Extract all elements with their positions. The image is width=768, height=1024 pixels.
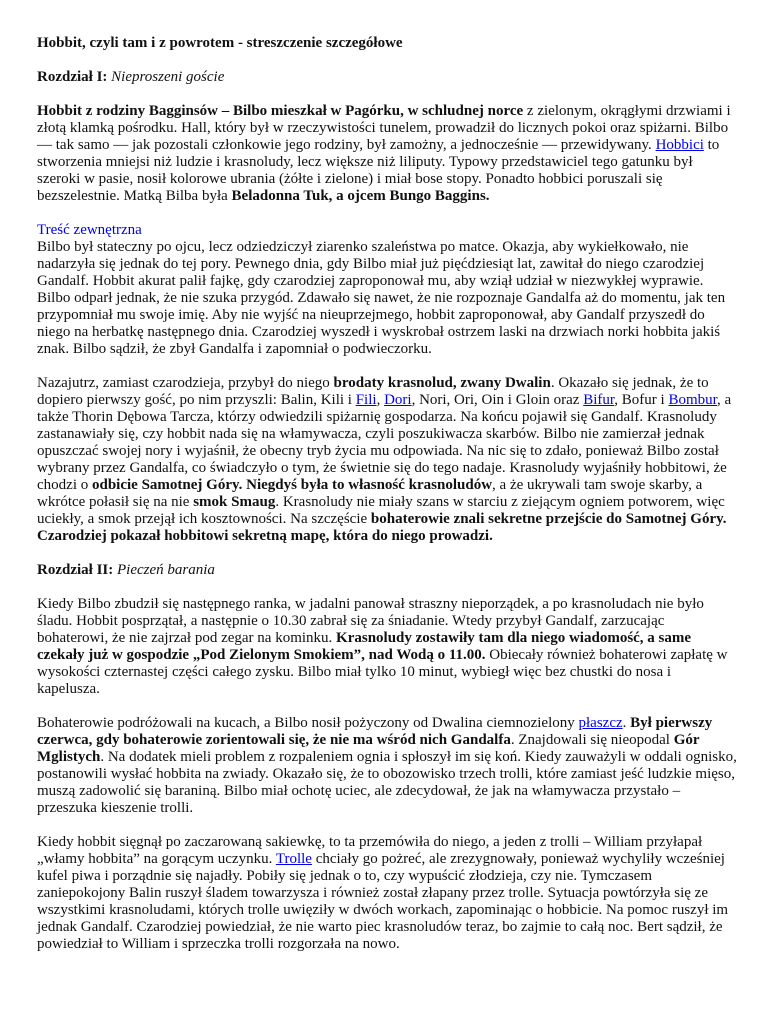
chapter-1-paragraph-1 xyxy=(37,103,737,205)
bold-text: Gór Mglistych xyxy=(37,732,700,765)
bold-text: Krasnoludy zostawiły tam dla niego wiadomość, a same czekały już w gospodzie „Pod Zielonym Smokiem”, nad Wodą o 11.00. xyxy=(37,630,692,663)
link-plaszcz[interactable]: płaszcz xyxy=(578,715,623,731)
chapter-1-name: Nieproszeni goście xyxy=(111,69,225,85)
body-text: . Krasnoludy nie miały szans w starciu z ziejącym ogniem potworem, więc uciekły, a smok przejął ich kosztowności. Na szczęście xyxy=(37,494,725,527)
chapter-1-paragraph-2 xyxy=(37,222,737,358)
body-text: Bohaterowie podróżowali na kucach, a Bilbo nosił pożyczony od Dwalina ciemnozielony xyxy=(37,715,579,731)
bold-text: Beladonna Tuk, a ojcem Bungo Baggins. xyxy=(231,188,490,204)
body-text: . xyxy=(622,715,631,731)
body-text: z zielonym, okrągłymi drzwiami i złotą klamką pośrodku. Hall, który był w rzeczywistości tunelem, prowadził do licznych pokoi oraz spiżarni. Bilbo — tak samo — jak pozostali członkowie jego rodziny, był zamożny, a jednocześnie — przewidywany. xyxy=(37,103,731,153)
bold-text: bohaterowie znali sekretne przejście do Samotnej Góry. Czarodziej pokazał hobbitowi sekretną mapę, która do niego prowadzi. xyxy=(37,511,727,544)
body-text: , a także Thorin Dębowa Tarcza, którzy odwiedzili spiżarnię gospodarza. Na końcu pojawił się Gandalf. Krasnoludy zastanawiały się, czy hobbit nada się na włamywacza, czyli poszukiwacza skarbów. Bilbo nie zamierzał jednak opuszczać swojej nory i wyjaśnił, że obecny tryb życia mu odpowiada. Na nic się to zdało, ponieważ Bilbo został wybrany przez Gandalfa, co świadczyło o tym, że świetnie się do tego nadaje. Krasnoludy wyjaśniły hobbitowi, że chodzi o xyxy=(37,392,732,493)
chapter-2-name: Pieczeń barania xyxy=(117,562,215,578)
bold-text: Był pierwszy czerwca, gdy bohaterowie zorientowali się, że nie ma wśród nich Gandalfa xyxy=(37,715,713,748)
link-fili[interactable]: Fili xyxy=(355,392,377,408)
link-hobbici[interactable]: Hobbici xyxy=(655,137,704,153)
chapter-2-label: Rozdział II: xyxy=(37,562,117,578)
chapter-2-paragraph-1 xyxy=(37,596,737,698)
body-text: . Okazało się jednak, że to dopiero pierwszy gość, po nim przyszli: Balin, Kili i xyxy=(37,375,709,408)
body-text: to stworzenia mniejsi niż ludzie i krasnoludy, lecz większe niż liliputy. Typowy przedstawiciel tego gatunku był szeroki w pasie, nosił kolorowe ubrania (żółte i zielone) i miał bose stopy. Ponadto hobbici poruszali się bezszelestnie. Matką Bilba była xyxy=(37,137,720,204)
bold-text: Hobbit z rodziny Bagginsów – Bilbo mieszkał w Pagórku, w schludnej norce xyxy=(37,103,524,119)
body-text: , xyxy=(376,392,385,408)
link-dori[interactable]: Dori xyxy=(384,392,412,408)
document-body xyxy=(37,35,737,970)
link-external-content[interactable]: Treść zewnętrzna xyxy=(37,222,142,238)
body-text: , a że ukrywali tam swoje skarby, a wkrótce połasił się na nie xyxy=(37,477,703,510)
link-trolle[interactable]: Trolle xyxy=(275,851,312,867)
body-text: Kiedy hobbit sięgnął po zaczarowaną sakiewkę, to ta przemówiła do niego, a jeden z trolli – William przyłapał „włamy hobbita” na gorącym uczynku. xyxy=(37,834,703,867)
body-text: . Na dodatek mieli problem z rozpaleniem ognia i spłoszył im się koń. Kiedy zauważyli w oddali ognisko, postanowili wysłać hobbita na zwiady. Okazało się, że to obozowisko trzech trolli, które zamiast jeść ludzkie mięso, muszą zadowolić się baraniną. Bilbo miał ochotę uciec, ale zdecydował, że jak na włamywacza przystało – przeszuka kieszenie trolli. xyxy=(37,749,737,816)
body-text: Nazajutrz, zamiast czarodzieja, przybył do niego xyxy=(37,375,334,391)
body-text: . Znajdowali się nieopodal xyxy=(510,732,674,748)
chapter-2-paragraph-2 xyxy=(37,715,737,817)
bold-text: brodaty krasnolud, zwany Dwalin xyxy=(333,375,551,391)
body-text: Kiedy Bilbo zbudził się następnego ranka, w jadalni panował straszny nieporządek, a po krasnoludach nie było śladu. Hobbit posprzątał, a następnie o 10.30 zabrał się za śniadanie. Wtedy przybył Gandalf, zarzucając bohaterowi, że nie zajrzał pod zegar na kominku. xyxy=(37,596,704,646)
link-bifur[interactable]: Bifur xyxy=(583,392,615,408)
body-text: chciały go pożreć, ale zrezygnowały, ponieważ wychyliły wcześniej kufel piwa i porządnie się najadły. Pobiły się jednak o to, czy wypuścić złodzieja, czy nie. Tymczasem zaniepokojony Balin ruszył śladem towarzysza i również został złapany przez trolle. Sytuacja powtórzyła się ze wszystkimi krasnoludami, których trolle uwięziły w dwóch workach, zapominając o hobbicie. Na pomoc ruszył im jednak Gandalf. Czarodziej powiedział, że nie warto piec krasnoludów teraz, bo zajmie to całą noc. Bert sądził, że powiedział to William i sprzeczka trolli rozgorzała na nowo. xyxy=(37,851,729,952)
chapter-2-paragraph-3 xyxy=(37,834,737,953)
body-text: , Bofur i xyxy=(614,392,669,408)
chapter-1-paragraph-3 xyxy=(37,375,737,545)
body-text: , Nori, Ori, Oin i Gloin oraz xyxy=(411,392,584,408)
chapter-2-heading xyxy=(37,562,737,579)
page-title: Hobbit, czyli tam i z powrotem - streszczenie szczegółowe xyxy=(37,35,403,51)
link-bombur[interactable]: Bombur xyxy=(668,392,718,408)
bold-text: smok Smaug xyxy=(193,494,276,510)
chapter-1-heading xyxy=(37,69,737,86)
body-text: Bilbo był stateczny po ojcu, lecz odziedziczył ziarenko szaleństwa po matce. Okazja, aby wykiełkowało, nie nadarzyła się jednak do tej pory. Pewnego dnia, gdy Bilbo miał już pięćdziesiąt lat, zawitał do niego czarodziej Gandalf. Hobbit akurat palił fajkę, gdy czarodziej zaproponował mu, aby wziął udział w niezwykłej wyprawie. Bilbo odparł jednak, że nie szuka przygód. Zdawało się nawet, że nie rozpoznaje Gandalfa aż do momentu, jak ten przypomniał mu swoje imię. Aby nie wyjść na nieuprzejmego, hobbit zaproponował, aby Gandalf przyszedł do niego na herbatkę następnego dnia. Czarodziej wyszedł i wyskrobał ostrzem laski na drzwiach norki hobbita jakiś znak. Bilbo sądził, że zbył Gandalfa i zapomniał o podwieczorku. xyxy=(37,239,726,357)
body-text: Obiecały również bohaterowi zapłatę w wysokości czternastej części całego zysku. Bilbo miał tylko 10 minut, wybiegł więc bez chustki do nosa i kapelusza. xyxy=(37,647,728,697)
bold-text: odbicie Samotnej Góry. Niegdyś była to własność krasnoludów xyxy=(91,477,493,493)
chapter-1-label: Rozdział I: xyxy=(37,69,112,85)
